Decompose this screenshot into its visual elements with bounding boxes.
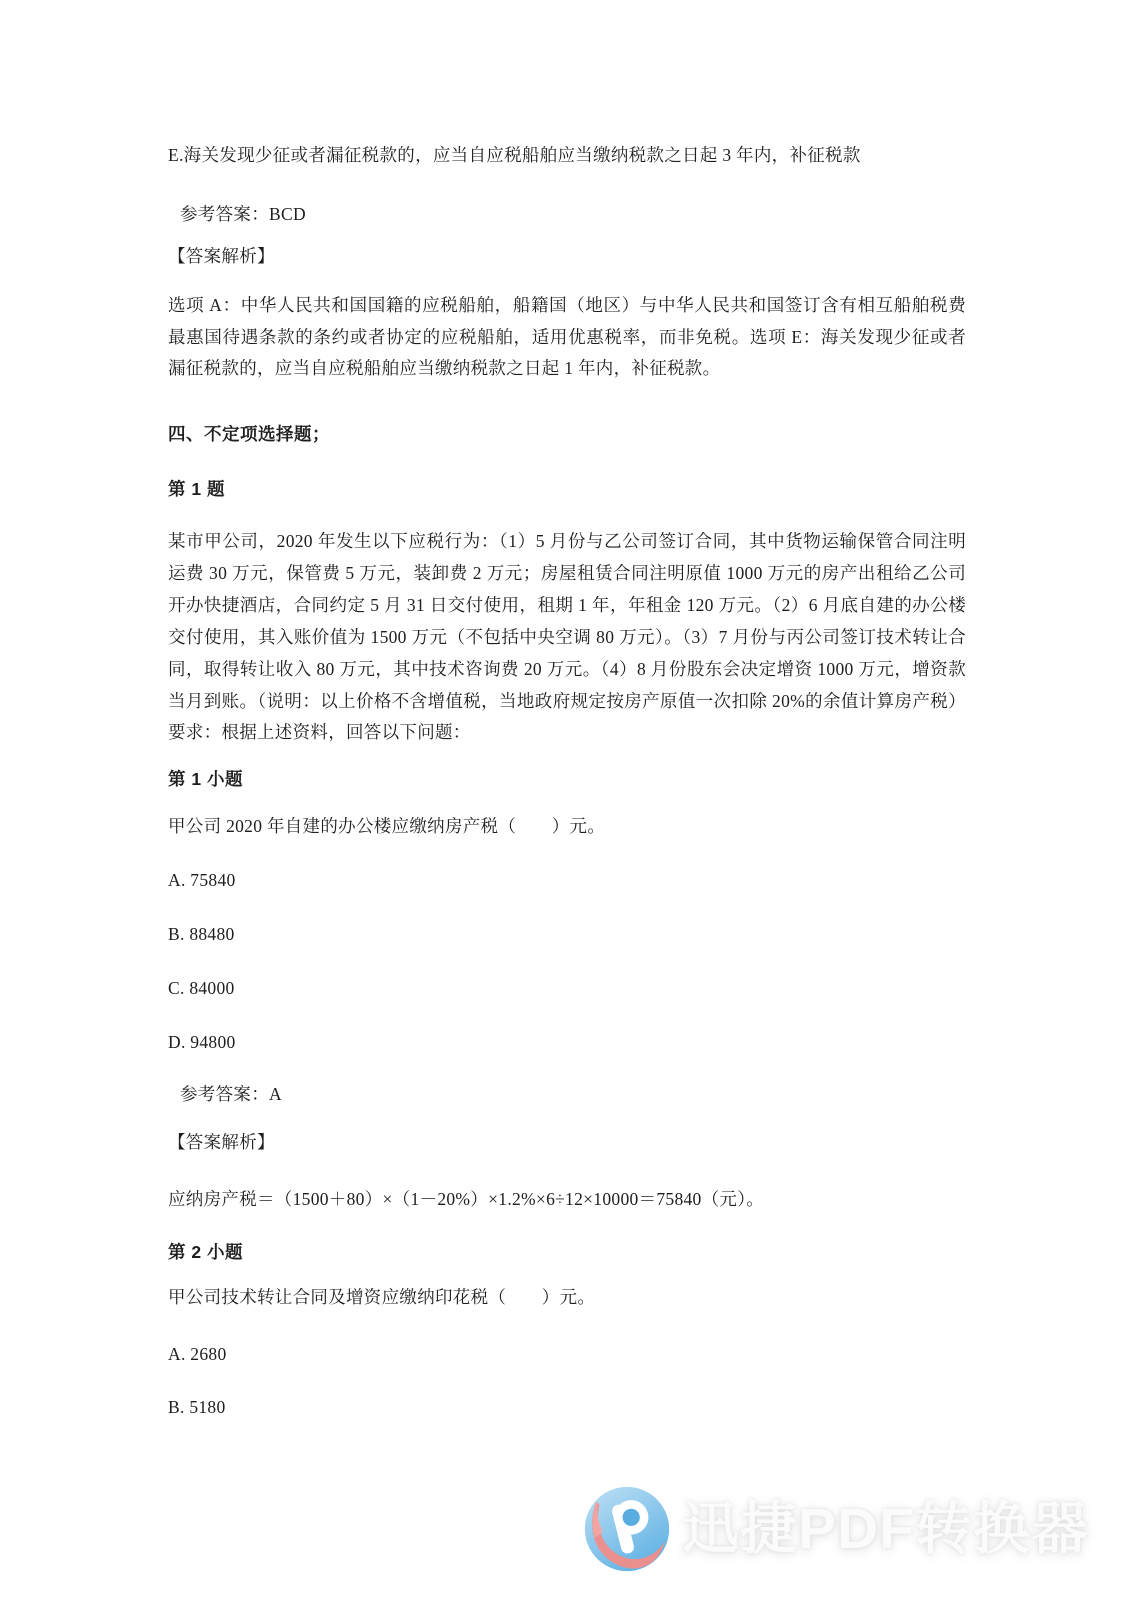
sub2-option-b: B. 5180 (168, 1397, 226, 1417)
question1-stem: 某市甲公司，2020 年发生以下应税行为：（1）5 月份与乙公司签订合同，其中货物运输保管合同注明运费 30 万元，保管费 5 万元，装卸费 2 万元；房屋租赁合同注明原值 1000 万元的房产出租给乙公司开办快捷酒店，合同约定 5 月 31 日交付使用，租期 1 年，年租金 120 万元。（2）6 月底自建的办公楼交付使用，其入账价值为 1500 万元（不包括中央空调 80 万元）。（3）7 月份与丙公司签订技术转让合同，取得转让收入 80 万元，其中技术咨询费 20 万元。（4）8 月份股东会决定增资 1000 万元，增资款当月到账。（说明：以上价格不含增值税，当地政府规定按房产原值一次扣除 20%的余值计算房产税）要求：根据上述资料，回答以下问题： (168, 531, 966, 743)
sub1-analysis-formula: 应纳房产税＝（1500＋80）×（1－20%）×1.2%×6÷12×10000＝75840（元）。 (168, 1189, 765, 1209)
sub1-heading: 第 1 小题 (168, 769, 243, 789)
sub1-option-a: A. 75840 (168, 870, 236, 890)
sub2-heading: 第 2 小题 (168, 1242, 243, 1262)
sub1-reference-answer: 参考答案：A (180, 1084, 282, 1104)
prev-analysis-text: 选项 A：中华人民共和国国籍的应税船舶，船籍国（地区）与中华人民共和国签订含有相互船舶税费最惠国待遇条款的条约或者协定的应税船舶，适用优惠税率，而非免税。选项 E：海关发现少征或者漏征税款的，应当自应税船舶应当缴纳税款之日起 1 年内，补征税款。 (168, 295, 966, 378)
converter-watermark (584, 1486, 1089, 1572)
sub2-option-a: A. 2680 (168, 1344, 227, 1364)
sub1-analysis-header: 【答案解析】 (168, 1132, 275, 1152)
section-heading: 四、不定项选择题； (168, 424, 330, 444)
sub1-option-b: B. 88480 (168, 924, 235, 944)
sub1-question: 甲公司 2020 年自建的办公楼应缴纳房产税（ ）元。 (168, 816, 606, 836)
question1-heading: 第 1 题 (168, 479, 225, 499)
sub1-option-c: C. 84000 (168, 978, 235, 998)
watermark-text: 迅捷PDF转换器 (682, 1497, 1089, 1561)
sub2-question: 甲公司技术转让合同及增资应缴纳印花税（ ）元。 (168, 1287, 596, 1307)
prev-analysis-header: 【答案解析】 (168, 246, 275, 266)
prev-option-e: E.海关发现少征或者漏征税款的，应当自应税船舶应当缴纳税款之日起 3 年内，补征税款 (168, 145, 861, 165)
prev-reference-answer: 参考答案：BCD (180, 204, 306, 224)
sub1-option-d: D. 94800 (168, 1032, 236, 1052)
pdf-converter-logo-icon (584, 1486, 670, 1572)
